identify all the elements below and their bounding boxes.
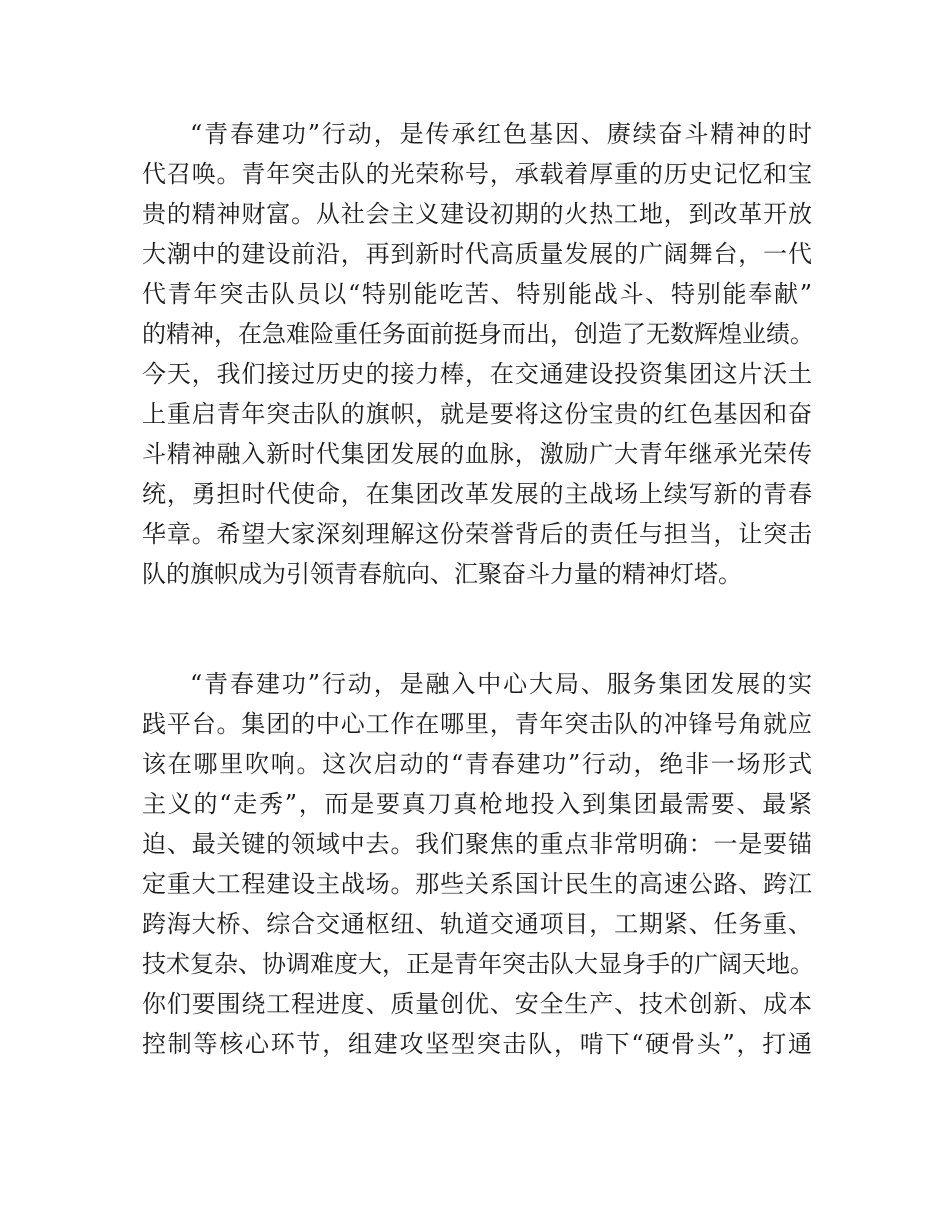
paragraph-line: 斗精神融入新时代集团发展的血脉，激励广大青年继承光荣传 [142,440,812,468]
paragraph-line: 今天，我们接过历史的接力棒，在交通建设投资集团这片沃土 [142,360,812,388]
paragraph-line: 你们要围绕工程进度、质量创优、安全生产、技术创新、成本 [142,990,812,1018]
paragraph-line: 主义的“走秀”，而是要真刀真枪地投入到集团最需要、最紧 [142,790,812,818]
paragraph-line: 迫、最关键的领域中去。我们聚焦的重点非常明确：一是要锚 [142,830,812,858]
paragraph-line: 的精神，在急难险重任务面前挺身而出，创造了无数辉煌业绩。 [142,320,814,348]
paragraph-line: 代召唤。青年突击队的光荣称号，承载着厚重的历史记忆和宝 [142,160,812,188]
paragraph-line: 践平台。集团的中心工作在哪里，青年突击队的冲锋号角就应 [142,710,812,738]
paragraph-line: 代青年突击队员以“特别能吃苦、特别能战斗、特别能奉献” [142,280,812,308]
paragraph-1 [142,117,812,597]
paragraph-line: 队的旗帜成为引领青春航向、汇聚奋斗力量的精神灯塔。 [142,560,742,588]
paragraph-2 [142,667,812,1067]
paragraph-line: 统，勇担时代使命，在集团改革发展的主战场上续写新的青春 [142,480,812,508]
paragraph-line: 控制等核心环节，组建攻坚型突击队，啃下“硬骨头”，打通 [142,1030,812,1058]
paragraph-line: 定重大工程建设主战场。那些关系国计民生的高速公路、跨江 [142,870,812,898]
paragraph-line: 华章。希望大家深刻理解这份荣誉背后的责任与担当，让突击 [142,520,812,548]
paragraph-line: 跨海大桥、综合交通枢纽、轨道交通项目，工期紧、任务重、 [142,910,812,938]
paragraph-line: 该在哪里吹响。这次启动的“青春建功”行动，绝非一场形式 [142,750,812,778]
paragraph-line: 贵的精神财富。从社会主义建设初期的火热工地，到改革开放 [142,200,812,228]
paragraph-line: 技术复杂、协调难度大，正是青年突击队大显身手的广阔天地。 [142,950,814,978]
paragraph-line: 大潮中的建设前沿，再到新时代高质量发展的广阔舞台，一代 [142,240,812,268]
paragraph-line: “青春建功”行动，是融入中心大局、服务集团发展的实 [190,670,812,698]
paragraph-line: “青春建功”行动，是传承红色基因、赓续奋斗精神的时 [190,120,812,148]
paragraph-line: 上重启青年突击队的旗帜，就是要将这份宝贵的红色基因和奋 [142,400,812,428]
